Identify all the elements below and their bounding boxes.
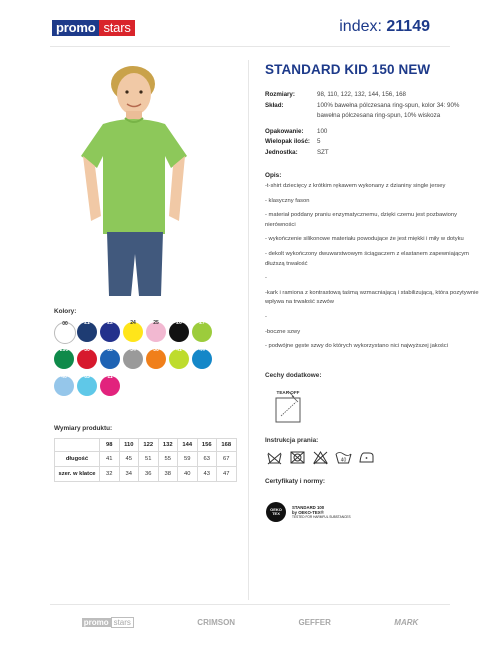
table-cell: 34 — [119, 467, 139, 482]
color-swatch-41[interactable] — [169, 349, 189, 369]
oeko-tex-certificate — [266, 502, 351, 522]
product-title: STANDARD KID 150 NEW — [265, 62, 431, 77]
row-label: długość — [55, 452, 100, 467]
color-code-label: 290 — [59, 347, 69, 353]
description-heading: Opis: — [265, 172, 282, 179]
spec-key: Opakowanie: — [265, 127, 304, 135]
table-cell: 41 — [100, 452, 120, 467]
geffer-logo: GEFFER — [298, 618, 331, 627]
cert-sub: TESTED FOR HARMFUL SUBSTANCES — [292, 514, 351, 519]
color-code-label: 34 — [130, 347, 136, 353]
product-photo — [55, 56, 235, 301]
color-code-label: 44 — [199, 347, 205, 353]
color-swatch-44[interactable] — [192, 349, 212, 369]
size-header: 168 — [217, 439, 237, 452]
spec-row-multipack — [265, 137, 475, 148]
spec-list — [265, 90, 475, 158]
wash-40-icon — [335, 450, 352, 465]
spec-value: 98, 110, 122, 132, 144, 156, 168 — [317, 91, 406, 98]
spec-key: Skład: — [265, 101, 284, 109]
table-cell: 32 — [100, 467, 120, 482]
color-swatch-36[interactable] — [146, 349, 166, 369]
tear-off-label-icon — [272, 388, 304, 426]
care-icons — [266, 450, 375, 465]
color-swatch-26[interactable] — [169, 322, 189, 342]
tear-off-text: TEAR OFF — [276, 390, 300, 395]
size-header-row — [55, 439, 237, 452]
extra-features-heading: Cechy dodatkowe: — [265, 372, 322, 379]
spec-row-sizes — [265, 90, 475, 101]
table-cell: 67 — [217, 452, 237, 467]
color-swatch-34[interactable] — [123, 349, 143, 369]
logo-part-promo: promo — [52, 20, 99, 36]
color-code-label: 21 — [84, 320, 90, 326]
table-cell: 55 — [158, 452, 178, 467]
color-code-label: 36 — [153, 347, 159, 353]
index-number: 21149 — [386, 18, 430, 35]
size-table — [54, 438, 237, 482]
color-swatch-21[interactable] — [77, 322, 97, 342]
promostars-footer-logo: promo stars — [82, 618, 134, 627]
certificates-heading: Certyfikaty i normy: — [265, 478, 326, 485]
color-code-label: 41 — [176, 347, 182, 353]
table-cell: 40 — [178, 467, 198, 482]
no-dry-clean-icon — [312, 450, 329, 465]
column-divider — [248, 60, 249, 600]
colors-heading: Kolory: — [54, 308, 77, 315]
color-swatch-25[interactable] — [146, 322, 166, 342]
footer-divider — [50, 604, 450, 605]
color-swatch-46[interactable] — [54, 376, 74, 396]
cert-by: by OEKO-TEX® — [292, 509, 324, 515]
color-code-label: 25 — [153, 320, 159, 326]
index-label: index: — [339, 18, 382, 35]
color-code-label: 26 — [176, 320, 182, 326]
color-code-label: 00 — [62, 321, 68, 327]
color-swatch-65[interactable] — [77, 376, 97, 396]
table-cell: 43 — [197, 467, 217, 482]
color-code-label: 24 — [130, 320, 136, 326]
color-swatch-30[interactable] — [77, 349, 97, 369]
oeko-tex-badge: OEKO TEX — [266, 502, 286, 522]
cert-title: STANDARD 100 — [292, 504, 325, 510]
color-swatch-32[interactable] — [100, 349, 120, 369]
color-swatch-24[interactable] — [123, 322, 143, 342]
size-header: 98 — [100, 439, 120, 452]
table-cell: 51 — [139, 452, 159, 467]
color-code-label: 30 — [84, 347, 90, 353]
product-index — [339, 18, 430, 36]
description-item: - wykończenie silikonowe materiału powodujące że jest miękki i miły w dotyku — [265, 236, 464, 243]
logo-part-stars: stars — [99, 20, 134, 36]
color-swatch-290[interactable] — [54, 349, 74, 369]
description-item: - podwójne gęste szwy do których wykorzystano nici najwyższej jakości — [265, 343, 448, 350]
wash-temp-label: 40 — [340, 457, 347, 464]
table-row-chest-width — [55, 467, 237, 482]
color-code-label: 11 — [107, 374, 113, 380]
mark-logo: MARK — [394, 618, 419, 627]
spec-row-composition — [265, 101, 475, 122]
header-divider — [50, 46, 450, 47]
crimson-logo: CRIMSON — [197, 618, 236, 627]
table-cell: 63 — [197, 452, 217, 467]
description-item: - dekolt wykończony dwuwarstwowym ściągaczem z elastanem zapewniającym dłuższą trwałość — [265, 250, 469, 267]
color-code-label: 46 — [61, 374, 67, 380]
size-table-heading: Wymiary produktu: — [54, 425, 113, 432]
color-swatch-22[interactable] — [100, 322, 120, 342]
spec-key: Wielopak ilość: — [265, 138, 310, 145]
description-list — [265, 182, 480, 357]
color-swatch-11[interactable] — [100, 376, 120, 396]
spec-key: Jednostka: — [265, 148, 298, 156]
description-item: - — [265, 313, 267, 320]
row-label: szer. w klatce — [55, 467, 100, 482]
size-header: 122 — [139, 439, 159, 452]
size-header: 144 — [178, 439, 198, 452]
spec-value: 5 — [317, 138, 321, 145]
color-swatch-00[interactable] — [54, 322, 76, 344]
spec-value: 100% bawełna pólczesana ring-spun, kolor 34: 90% bawełna pólczesana ring-spun, 10% wiskoza — [317, 101, 460, 119]
size-header: 110 — [119, 439, 139, 452]
color-code-label: 27 — [199, 320, 205, 326]
spec-row-unit — [265, 148, 475, 159]
description-item: - — [265, 275, 267, 282]
promostars-logo — [52, 20, 135, 36]
no-wash-icon — [266, 450, 283, 465]
table-cell: 59 — [178, 452, 198, 467]
table-cell: 47 — [217, 467, 237, 482]
iron-icon — [358, 450, 375, 465]
table-cell: 38 — [158, 467, 178, 482]
washing-heading: Instrukcja prania: — [265, 437, 319, 444]
spec-value: 100 — [317, 127, 328, 135]
footer-brands — [50, 618, 450, 627]
description-item: -t-shirt dziecięcy z krótkim rękawem wykonany z dzianiny single jersey — [265, 183, 446, 189]
table-cell: 36 — [139, 467, 159, 482]
no-bleach-icon — [289, 450, 306, 465]
color-code-label: 22 — [107, 320, 113, 326]
description-item: - materiał poddany praniu enzymatycznemu, dzięki czemu jest pozbawiony nierówności — [265, 212, 458, 228]
description-item: -boczne szwy — [265, 328, 301, 335]
size-header: 156 — [197, 439, 217, 452]
spec-row-packaging — [265, 127, 475, 138]
size-header: 132 — [158, 439, 178, 452]
description-item: -kark i ramiona z kontrastową taśmą wzmacniającą i stabilizującą, która pozytywnie wpływa na trwałość szwów — [265, 289, 479, 306]
table-row-length — [55, 452, 237, 467]
color-code-label: 65 — [84, 374, 90, 380]
table-cell: 45 — [119, 452, 139, 467]
description-item: - klasyczny fason — [265, 197, 310, 204]
spec-key: Rozmiary: — [265, 91, 295, 98]
color-swatch-27[interactable] — [192, 322, 212, 342]
spec-value: SZT — [317, 148, 329, 156]
color-code-label: 32 — [107, 347, 113, 353]
